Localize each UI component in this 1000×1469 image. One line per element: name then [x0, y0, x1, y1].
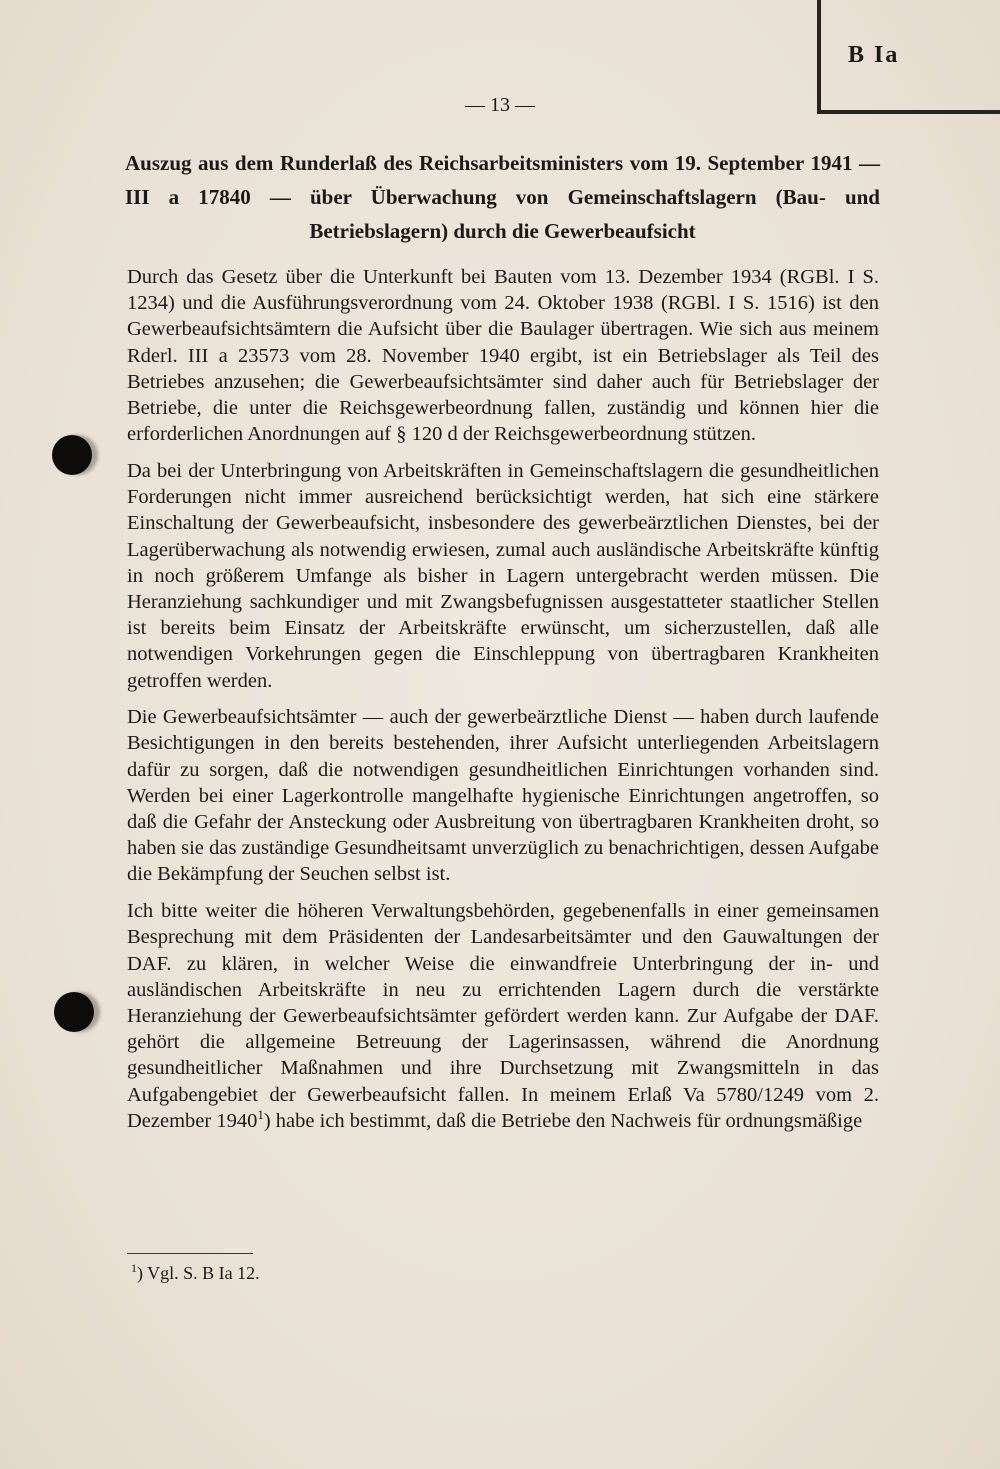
body-text: [127, 264, 879, 1145]
paragraph: Die Gewerbeaufsichtsämter — auch der gewerbeärztliche Dienst — haben durch laufende Besichtigungen in den bereits bestehenden, ihrer Aufsicht unterliegenden Arbeitslagern dafür zu sorgen, daß die notwendigen gesundheitlichen Einrichtungen vorhanden sind. Werden bei einer Lagerkontrolle mangelhafte hygienische Einrichtungen angetroffen, so daß die Gefahr der Ansteckung oder Ausbreitung von übertragbaren Krankheiten droht, so haben sie das zuständige Gesundheitsamt unverzüglich zu benachrichtigen, dessen Aufgabe die Bekämpfung der Seuchen selbst ist.: [127, 706, 879, 886]
paragraph-text: Ich bitte weiter die höheren Verwaltungsbehörden, gegebenenfalls in einer gemeinsamen Besprechung mit dem Präsidenten der Landesarbeitsämter und den Gauwaltungen der DAF. zu klären, in welcher Weise die einwandfreie Unterbringung der in- und ausländischen Arbeitskräfte in neu zu errichtenden Lagern durch die verstärkte Heranziehung der Gewerbeaufsichtsämter gefördert werden kann. Zur Aufgabe der DAF. gehört die allgemeine Betreuung der Lagerinsassen, während die Anordnung gesundheitlicher Maßnahmen und ihre Durchsetzung mit Zwangsmitteln in das Aufgabengebiet der Gewerbeaufsicht fallen. In meinem Erlaß Va 5780/1249 vom 2. Dezember 1940: [127, 900, 879, 1132]
punch-hole: [52, 435, 92, 475]
page-number: — 13 —: [465, 94, 535, 116]
footnote: [131, 1263, 260, 1284]
paragraph: Da bei der Unterbringung von Arbeitskräften in Gemeinschaftslagern die gesundheitlichen Forderungen nicht immer ausreichend berücksichtigt werden, hat sich eine stärkere Einschaltung der Gewerbeaufsicht, insbesondere des gewerbeärztlichen Dienstes, bei der Lagerüberwachung als notwendig erwiesen, zumal auch ausländische Arbeitskräfte künftig in noch größerem Umfange als bisher in Lagern untergebracht werden müssen. Die Heranziehung sachkundiger und mit Zwangsbefugnissen ausgestatteter staatlicher Stellen ist bereits beim Einsatz der Arbeitskräfte erwünscht, um sicherzustellen, daß alle notwendigen Vorkehrungen gegen die Einschleppung von übertragbaren Krankheiten getroffen werden.: [127, 459, 879, 692]
section-label: B Ia: [848, 42, 900, 68]
footnote-mark: 1: [131, 1261, 137, 1275]
paragraph-text-tail: ) habe ich bestimmt, daß die Betriebe den Nachweis für ordnungsmäßige: [263, 1109, 863, 1132]
punch-hole: [54, 992, 94, 1032]
footnote-reference: 1: [257, 1106, 264, 1122]
paragraph: Durch das Gesetz über die Unterkunft bei Bauten vom 13. Dezember 1934 (RGBl. I S. 1234) und die Ausführungsverordnung vom 24. Oktober 1938 (RGBl. I S. 1516) ist den Gewerbeaufsichtsämtern die Aufsicht über die Baulager übertragen. Wie sich aus meinem Rderl. III a 23573 vom 28. November 1940 ergibt, ist ein Betriebslager als Teil des Betriebes anzusehen; die Gewerbeaufsichtsämter sind daher auch für Betriebslager der Betriebe, die unter die Reichsgewerbeordnung fallen, zuständig und können hier die erforderlichen Anordnungen auf § 120 d der Reichsgewerbeordnung stützen.: [127, 266, 879, 446]
footnote-divider: [127, 1253, 253, 1254]
paragraph: [127, 898, 879, 1134]
footnote-text: ) Vgl. S. B Ia 12.: [137, 1263, 260, 1283]
document-heading: Auszug aus dem Runderlaß des Reichsarbeitsministers vom 19. September 1941 — III a 17840 — über Überwachung von Gemeinschaftslagern (Bau- und Betriebslagern) durch die Gewerbeaufsicht: [125, 151, 880, 243]
